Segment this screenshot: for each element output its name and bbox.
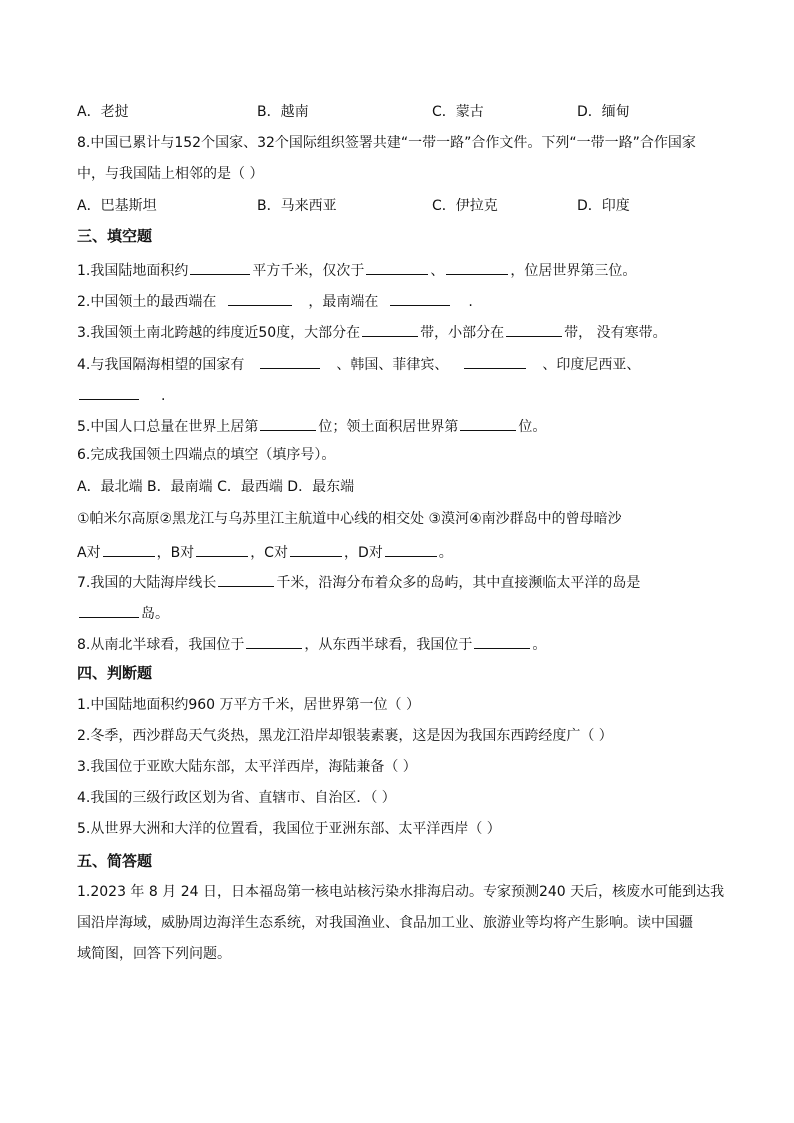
fill-q6-options: A．最北端 B．最南端 C．最西端 D．最东端 bbox=[77, 479, 355, 495]
q8-option-a: A．巴基斯坦 bbox=[77, 198, 157, 214]
judge-q3: 3.我国位于亚欧大陆东部，太平洋西岸，海陆兼备（ ） bbox=[77, 759, 417, 775]
q7-option-c: C．蒙古 bbox=[432, 104, 484, 120]
fill-q4-blank-1[interactable] bbox=[260, 352, 320, 369]
judge-q1: 1.中国陆地面积约960 万平方千米，居世界第一位（ ） bbox=[77, 697, 420, 713]
judge-q5: 5.从世界大洲和大洋的位置看，我国位于亚洲东部、太平洋西岸（ ） bbox=[77, 821, 501, 837]
q7-option-b: B．越南 bbox=[257, 104, 309, 120]
fill-q1-blank-2[interactable] bbox=[366, 258, 428, 275]
fill-q4-blank-3[interactable] bbox=[79, 383, 139, 400]
short-q1-line1: 1.2023 年 8 月 24 日，日本福岛第一核电站核污染水排海启动。专家预测240 天后，核废水可能到达我 bbox=[77, 884, 725, 900]
fill-q6-stem: 6.完成我国领土四端点的填空（填序号）。 bbox=[77, 447, 336, 463]
fill-q7-blank-1[interactable] bbox=[218, 570, 274, 587]
fill-q5-blank-1[interactable] bbox=[260, 414, 316, 431]
q8-option-b: B．马来西亚 bbox=[257, 198, 337, 214]
judge-q2: 2.冬季，西沙群岛天气炎热，黑龙江沿岸却银装素裹，这是因为我国东西跨经度广（ ） bbox=[77, 728, 613, 744]
fill-q7-line2: 岛。 bbox=[77, 601, 169, 624]
fill-q2-blank-1[interactable] bbox=[228, 289, 292, 306]
fill-q6-answers: A对 ，B对 ，C对 ，D对 。 bbox=[77, 540, 453, 563]
q8-stem-line1: 8.中国已累计与152个国家、32个国际组织签署共建“一带一路”合作文件。下列“一带一路”合作国家 bbox=[77, 135, 696, 151]
section4-title: 四、判断题 bbox=[77, 664, 153, 682]
fill-q7-blank-2[interactable] bbox=[79, 601, 139, 618]
fill-q8: 8.从南北半球看，我国位于 ，从东西半球看，我国位于 。 bbox=[77, 632, 546, 655]
fill-q3-blank-1[interactable] bbox=[362, 320, 418, 337]
fill-q7-line1: 7.我国的大陆海岸线长 千米，沿海分布着众多的岛屿，其中直接濒临太平洋的岛是 bbox=[77, 570, 640, 593]
short-q1-line2: 国沿岸海域，威胁周边海洋生态系统，对我国渔业、食品加工业、旅游业等均将产生影响。读中国疆 bbox=[77, 915, 693, 931]
fill-q6-blank-b[interactable] bbox=[196, 540, 248, 557]
fill-q2-blank-2[interactable] bbox=[390, 289, 450, 306]
fill-q6-blank-c[interactable] bbox=[290, 540, 342, 557]
fill-q1-blank-3[interactable] bbox=[446, 258, 508, 275]
fill-q5-blank-2[interactable] bbox=[460, 414, 516, 431]
section3-title: 三、填空题 bbox=[77, 227, 153, 245]
q8-stem-line2: 中，与我国陆上相邻的是（ ） bbox=[77, 166, 264, 182]
fill-q6-items: ①帕米尔高原②黑龙江与乌苏里江主航道中心线的相交处 ③漠河④南沙群岛中的曾母暗沙 bbox=[77, 511, 622, 527]
section5-title: 五、简答题 bbox=[77, 852, 153, 870]
fill-q6-blank-d[interactable] bbox=[385, 540, 437, 557]
short-q1-line3: 域简图，回答下列问题。 bbox=[77, 946, 231, 962]
fill-q8-blank-1[interactable] bbox=[246, 632, 302, 649]
fill-q8-blank-2[interactable] bbox=[474, 632, 530, 649]
fill-q1: 1.我国陆地面积约 平方千米，仅次于 、 ，位居世界第三位。 bbox=[77, 258, 636, 281]
q7-option-a: A．老挝 bbox=[77, 104, 129, 120]
q7-option-d: D．缅甸 bbox=[577, 104, 630, 120]
fill-q4: 4.与我国隔海相望的国家有 、韩国、菲律宾、 、印度尼西亚、 bbox=[77, 352, 640, 375]
fill-q3-blank-2[interactable] bbox=[506, 320, 562, 337]
fill-q5: 5.中国人口总量在世界上居第 位；领土面积居世界第 位。 bbox=[77, 414, 546, 437]
judge-q4: 4.我国的三级行政区划为省、直辖市、自治区．（ ） bbox=[77, 790, 396, 806]
fill-q4-blank-2[interactable] bbox=[464, 352, 526, 369]
fill-q3: 3.我国领土南北跨越的纬度近50度，大部分在 带，小部分在 带， 没有寒带。 bbox=[77, 320, 667, 343]
fill-q1-blank-1[interactable] bbox=[190, 258, 250, 275]
q8-option-d: D．印度 bbox=[577, 198, 630, 214]
fill-q6-blank-a[interactable] bbox=[103, 540, 155, 557]
fill-q4-cont: . bbox=[77, 383, 165, 406]
fill-q2: 2.中国领土的最西端在 ，最南端在 . bbox=[77, 289, 473, 312]
q8-option-c: C．伊拉克 bbox=[432, 198, 498, 214]
